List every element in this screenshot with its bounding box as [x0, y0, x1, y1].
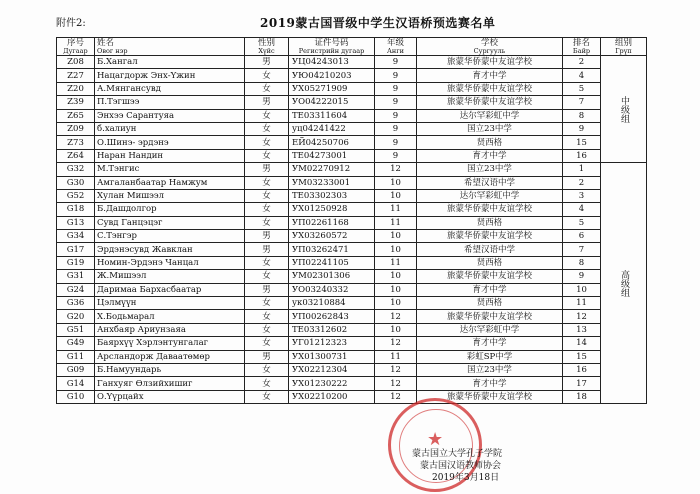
row-grade: 10: [375, 243, 417, 256]
row-sex: 女: [245, 69, 289, 82]
row-name: О.Үүрцайх: [95, 390, 245, 403]
footer-org-2: 蒙古国汉语教师协会: [420, 461, 502, 471]
row-name: Сувд Ганцэцэг: [95, 216, 245, 229]
row-id: УП03262471: [289, 243, 375, 256]
row-grade: 9: [375, 136, 417, 149]
table-row: [57, 69, 647, 82]
row-no: G30: [57, 176, 95, 189]
row-no: G34: [57, 230, 95, 243]
row-name: б.халиун: [95, 122, 245, 135]
row-no: Z65: [57, 109, 95, 122]
row-id: УХ02210200: [289, 390, 375, 403]
row-no: G13: [57, 216, 95, 229]
row-grade: 11: [375, 350, 417, 363]
row-grade: 12: [375, 363, 417, 376]
row-grade: 11: [375, 256, 417, 269]
row-school: 育才中学: [417, 377, 563, 390]
row-id: уц04241422: [289, 122, 375, 135]
table-row: [57, 176, 647, 189]
row-name: Анхбаяр Ариунзаяа: [95, 323, 245, 336]
table-row: [57, 256, 647, 269]
row-id: УХ03260572: [289, 230, 375, 243]
row-rank: 2: [563, 56, 601, 69]
row-school: 旅蒙华侨蒙中友谊学校: [417, 56, 563, 69]
row-id: ЕЙ04250706: [289, 136, 375, 149]
row-id: УХ01230222: [289, 377, 375, 390]
row-id: УЮ04210203: [289, 69, 375, 82]
table-row: [57, 283, 647, 296]
row-sex: 男: [245, 283, 289, 296]
row-school: 达尔罕彩虹中学: [417, 323, 563, 336]
row-no: G24: [57, 283, 95, 296]
row-rank: 6: [563, 230, 601, 243]
roster-table: [56, 37, 647, 404]
row-name: Б.Дашдолгор: [95, 203, 245, 216]
col-header-grade: 年级 Анги: [375, 38, 417, 56]
row-grade: 12: [375, 163, 417, 176]
row-no: Z64: [57, 149, 95, 162]
table-row: [57, 216, 647, 229]
row-sex: 女: [245, 122, 289, 135]
row-rank: 16: [563, 363, 601, 376]
row-id: ук03210884: [289, 297, 375, 310]
row-rank: 18: [563, 390, 601, 403]
row-id: УМ02301306: [289, 270, 375, 283]
table-row: [57, 56, 647, 69]
row-grade: 9: [375, 149, 417, 162]
row-grade: 12: [375, 377, 417, 390]
col-header-sex: 性别 Хүйс: [245, 38, 289, 56]
row-rank: 7: [563, 96, 601, 109]
row-id: УЦ04243013: [289, 56, 375, 69]
footer-org-1: 蒙古国立大学孔子学院: [412, 449, 503, 459]
row-sex: 女: [245, 297, 289, 310]
row-school: 旅蒙华侨蒙中友谊学校: [417, 310, 563, 323]
table-row: [57, 82, 647, 95]
row-sex: 女: [245, 270, 289, 283]
row-sex: 女: [245, 337, 289, 350]
col-header-id: 证件号码 Регистрийн дугаар: [289, 38, 375, 56]
row-rank: 11: [563, 297, 601, 310]
col-header-name: 姓名 Овог нэр: [95, 38, 245, 56]
row-no: G14: [57, 377, 95, 390]
row-rank: 7: [563, 243, 601, 256]
row-sex: 女: [245, 363, 289, 376]
row-id: УП00262843: [289, 310, 375, 323]
row-grade: 11: [375, 216, 417, 229]
row-name: Ж.Мишээл: [95, 270, 245, 283]
row-rank: 9: [563, 122, 601, 135]
row-grade: 10: [375, 323, 417, 336]
row-name: Эрдэнэсувд Жавклан: [95, 243, 245, 256]
table-row: [57, 203, 647, 216]
row-grade: 12: [375, 390, 417, 403]
table-row: [57, 310, 647, 323]
row-id: УП02261168: [289, 216, 375, 229]
table-row: [57, 189, 647, 202]
row-sex: 女: [245, 136, 289, 149]
row-sex: 男: [245, 243, 289, 256]
row-school: 育才中学: [417, 69, 563, 82]
row-sex: 女: [245, 390, 289, 403]
row-rank: 15: [563, 350, 601, 363]
row-rank: 8: [563, 256, 601, 269]
row-no: G49: [57, 337, 95, 350]
row-id: ТЕ03311604: [289, 109, 375, 122]
table-row: [57, 149, 647, 162]
row-school: 彩虹SP中学: [417, 350, 563, 363]
table-row: [57, 350, 647, 363]
attachment-label: 附件2:: [56, 18, 86, 29]
table-row: [57, 363, 647, 376]
row-no: G52: [57, 189, 95, 202]
table-row: [57, 122, 647, 135]
row-rank: 15: [563, 136, 601, 149]
row-sex: 男: [245, 96, 289, 109]
col-header-school: 学校 Сургууль: [417, 38, 563, 56]
table-row: [57, 390, 647, 403]
group-label: 中级组: [601, 56, 647, 163]
row-no: G10: [57, 390, 95, 403]
row-grade: 10: [375, 176, 417, 189]
group-label: 高级组: [601, 163, 647, 404]
col-header-no: 序号 Дугаар: [57, 38, 95, 56]
row-sex: 女: [245, 109, 289, 122]
row-no: G09: [57, 363, 95, 376]
row-id: ТЕ03312602: [289, 323, 375, 336]
row-rank: 16: [563, 149, 601, 162]
row-school: 育才中学: [417, 337, 563, 350]
row-sex: 女: [245, 82, 289, 95]
row-no: G51: [57, 323, 95, 336]
table-row: [57, 96, 647, 109]
seal-star-icon: ★: [427, 429, 444, 450]
row-no: G20: [57, 310, 95, 323]
row-rank: 3: [563, 189, 601, 202]
row-rank: 2: [563, 176, 601, 189]
row-name: Амгаланбаатар Намжум: [95, 176, 245, 189]
row-sex: 女: [245, 377, 289, 390]
row-grade: 10: [375, 189, 417, 202]
row-id: УМ02270912: [289, 163, 375, 176]
row-grade: 10: [375, 230, 417, 243]
row-school: 贤西格: [417, 216, 563, 229]
row-sex: 女: [245, 216, 289, 229]
row-name: Даримаа Бархасбаатар: [95, 283, 245, 296]
row-rank: 17: [563, 377, 601, 390]
row-id: УХ01250928: [289, 203, 375, 216]
row-school: 旅蒙华侨蒙中友谊学校: [417, 96, 563, 109]
row-sex: 女: [245, 256, 289, 269]
row-id: УО04222015: [289, 96, 375, 109]
table-row: [57, 323, 647, 336]
row-name: Б.Хангал: [95, 56, 245, 69]
row-name: Номин-Эрдэнэ Чанцал: [95, 256, 245, 269]
row-sex: 男: [245, 163, 289, 176]
row-rank: 9: [563, 270, 601, 283]
row-grade: 12: [375, 337, 417, 350]
row-name: Наран Нандин: [95, 149, 245, 162]
row-name: О.Шинэ- эрдэнэ: [95, 136, 245, 149]
row-sex: 女: [245, 203, 289, 216]
table-header-row: [57, 38, 647, 56]
row-no: G19: [57, 256, 95, 269]
row-school: 贤西格: [417, 256, 563, 269]
row-school: 国立23中学: [417, 363, 563, 376]
row-school: 希望汉语中学: [417, 243, 563, 256]
row-school: 旅蒙华侨蒙中友谊学校: [417, 390, 563, 403]
table-row: [57, 163, 647, 176]
row-id: ТЕ04273001: [289, 149, 375, 162]
row-name: М.Тэнгис: [95, 163, 245, 176]
row-school: 旅蒙华侨蒙中友谊学校: [417, 270, 563, 283]
row-name: Энхээ Сарантуяа: [95, 109, 245, 122]
footer-date: 2019年3月18日: [432, 473, 500, 483]
row-grade: 11: [375, 203, 417, 216]
row-school: 贤西格: [417, 136, 563, 149]
row-sex: 男: [245, 230, 289, 243]
table-row: [57, 136, 647, 149]
row-school: 希望汉语中学: [417, 176, 563, 189]
row-grade: 9: [375, 96, 417, 109]
row-no: G36: [57, 297, 95, 310]
row-rank: 14: [563, 337, 601, 350]
row-grade: 9: [375, 109, 417, 122]
row-school: 旅蒙华侨蒙中友谊学校: [417, 82, 563, 95]
table-row: [57, 230, 647, 243]
row-no: Z73: [57, 136, 95, 149]
document-title: 2019蒙古国晋级中学生汉语桥预选赛名单: [260, 16, 496, 30]
row-sex: 女: [245, 189, 289, 202]
table-row: [57, 109, 647, 122]
row-name: Ганхуяг Өлзийхишиг: [95, 377, 245, 390]
row-id: УО03240332: [289, 283, 375, 296]
row-id: ТЕ03302303: [289, 189, 375, 202]
row-no: Z20: [57, 82, 95, 95]
row-rank: 4: [563, 69, 601, 82]
row-rank: 4: [563, 203, 601, 216]
row-sex: 女: [245, 149, 289, 162]
row-no: G32: [57, 163, 95, 176]
row-rank: 5: [563, 216, 601, 229]
table-row: [57, 297, 647, 310]
row-name: Цэлмүүн: [95, 297, 245, 310]
row-school: 旅蒙华侨蒙中友谊学校: [417, 230, 563, 243]
row-school: 国立23中学: [417, 122, 563, 135]
row-grade: 10: [375, 270, 417, 283]
row-name: Баярхүү Хэрлэнтунгалаг: [95, 337, 245, 350]
row-id: УП02241105: [289, 256, 375, 269]
row-rank: 10: [563, 283, 601, 296]
row-name: П.Тэгшээ: [95, 96, 245, 109]
row-grade: 9: [375, 69, 417, 82]
row-name: Б.Намуундарь: [95, 363, 245, 376]
row-no: Z08: [57, 56, 95, 69]
table-row: [57, 270, 647, 283]
row-school: 国立23中学: [417, 163, 563, 176]
row-id: УГ01212323: [289, 337, 375, 350]
row-name: Арсландорж Даваатөмөр: [95, 350, 245, 363]
row-no: G18: [57, 203, 95, 216]
row-no: G11: [57, 350, 95, 363]
row-no: Z09: [57, 122, 95, 135]
col-header-group: 组别 Грүп: [601, 38, 647, 56]
row-sex: 女: [245, 310, 289, 323]
row-no: G17: [57, 243, 95, 256]
row-rank: 8: [563, 109, 601, 122]
row-school: 达尔罕彩虹中学: [417, 189, 563, 202]
row-grade: 9: [375, 122, 417, 135]
row-id: УХ01300731: [289, 350, 375, 363]
row-no: Z39: [57, 96, 95, 109]
row-rank: 1: [563, 163, 601, 176]
row-sex: 女: [245, 323, 289, 336]
row-no: Z27: [57, 69, 95, 82]
row-rank: 13: [563, 323, 601, 336]
row-school: 旅蒙华侨蒙中友谊学校: [417, 203, 563, 216]
table-row: [57, 243, 647, 256]
row-sex: 男: [245, 56, 289, 69]
row-name: Хулан Мишээл: [95, 189, 245, 202]
row-grade: 9: [375, 56, 417, 69]
row-id: УХ02212304: [289, 363, 375, 376]
row-grade: 12: [375, 310, 417, 323]
row-school: 育才中学: [417, 283, 563, 296]
row-grade: 10: [375, 297, 417, 310]
row-sex: 女: [245, 176, 289, 189]
row-id: УХ05271909: [289, 82, 375, 95]
row-rank: 5: [563, 82, 601, 95]
row-rank: 12: [563, 310, 601, 323]
row-name: С.Тэнгэр: [95, 230, 245, 243]
row-no: G31: [57, 270, 95, 283]
col-header-rank: 排名 Байр: [563, 38, 601, 56]
row-school: 达尔罕彩虹中学: [417, 109, 563, 122]
row-school: 育才中学: [417, 149, 563, 162]
table-row: [57, 377, 647, 390]
row-grade: 10: [375, 283, 417, 296]
row-name: Х.Бодьмарал: [95, 310, 245, 323]
row-id: УМ03233001: [289, 176, 375, 189]
row-sex: 男: [245, 350, 289, 363]
table-row: [57, 337, 647, 350]
table-body: [57, 56, 647, 404]
row-name: А.Мянгансувд: [95, 82, 245, 95]
row-grade: 9: [375, 82, 417, 95]
row-school: 贤西格: [417, 297, 563, 310]
row-name: Нацагдорж Энх-Үжин: [95, 69, 245, 82]
